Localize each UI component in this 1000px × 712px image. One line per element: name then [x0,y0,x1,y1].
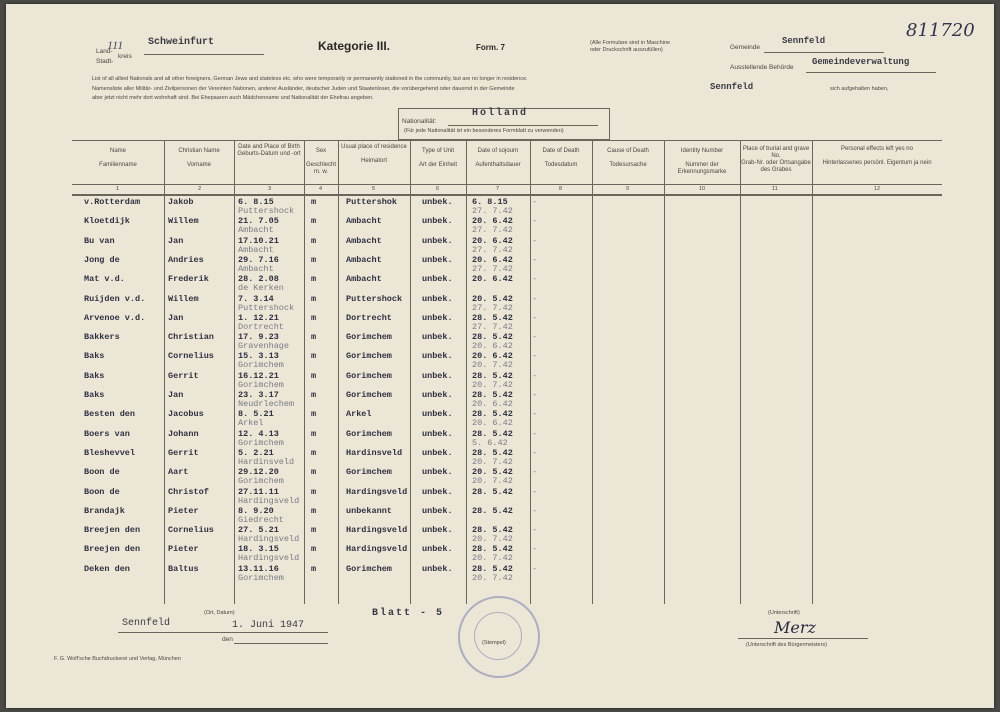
col-header-death-cause: Cause of Death Todesursache [607,148,649,168]
col-header-christian-name: Christian Name Vorname [178,148,220,168]
cell-name: Jong de [84,254,120,265]
col-header-name: Name Familienname [99,148,137,168]
kreis-label-land: Land- [96,48,113,55]
cell-birthplace: Gravenhage [238,341,290,352]
behoerde-label: Ausstellende Behörde [730,64,794,71]
cell-to: 27. 7.42 [472,321,513,332]
form-number: Form. 7 [476,43,505,52]
cell-home: Gorimchem [346,390,392,400]
cell-from: 6. 8.15 [472,197,508,207]
cell-sex: m [311,332,317,343]
cell-unit: unbek. [422,486,453,497]
ort-datum-label: (Ort, Datum) [204,610,235,616]
cell-to: 20. 7.42 [472,360,513,371]
cell-birthplace: Puttershock [238,206,295,216]
cell-first: Aart [168,467,189,478]
cell-first: Baltus [168,563,199,574]
cell-name: Bakkers [84,332,120,343]
cell-to: 27. 7.42 [472,263,513,274]
cell-sex: m [311,312,317,323]
cell-sex: m [311,293,317,304]
signature: Merz [774,618,816,637]
fill-note-2: oder Druckschrift auszufüllen) [590,47,663,53]
cell-birth: 29.12.20 [238,467,279,478]
cell-birth: 29. 7.16 [238,254,279,265]
cell-birthplace: Gorimchem [238,476,284,487]
cell-name: Mat v.d. [84,274,125,285]
cell-to: 27. 7.42 [472,225,513,236]
cell-to: 20. 6.42 [472,418,513,429]
dash-mark: - [532,370,538,381]
kreis-label: kreis [118,53,132,60]
cell-sex: m [311,505,317,516]
cell-first: Jacobus [168,409,204,420]
nationality-hint: (Für jede Nationalität ist ein besonderes Formblatt zu verwenden) [404,128,564,134]
cell-unit: unbek. [422,235,453,246]
cell-name: Arvenoe v.d. [84,312,146,323]
cell-birthplace: Puttershock [238,302,295,313]
cell-sex: m [311,563,317,574]
nationality-label: Nationalität: [402,118,437,125]
cell-from: 28. 5.42 [472,525,513,536]
cell-birthplace: Ambacht [238,244,274,255]
cell-to: 27. 7.42 [472,244,513,255]
cell-home: Hardingsveld [346,544,408,555]
cell-unit: unbek. [422,332,453,343]
col-header-sex: Sex Geschlecht m. w. [305,148,336,175]
cell-birth: 17.10.21 [238,235,279,246]
cell-first: Gerrit [168,370,199,381]
cell-from: 20. 6.42 [472,351,513,362]
cell-home: Ambacht [346,254,382,265]
cell-first: Cornelius [168,351,214,362]
cell-from: 20. 5.42 [472,293,513,304]
cell-first: Christof [168,486,209,497]
cell-from: 28. 5.42 [472,428,513,439]
cell-sex: m [311,254,317,265]
cell-name: Deken den [84,563,130,574]
dash-mark: - [532,390,538,400]
kreis-mark: 111 [107,38,124,52]
cell-birth: 15. 3.13 [238,351,279,362]
cell-home: Dortrecht [346,312,392,323]
cell-birthplace: de Kerken [238,283,284,294]
cell-birth: 6. 8.15 [238,197,274,207]
footer-place: Sennfeld [122,618,171,629]
blatt-number: Blatt - 5 [372,608,445,619]
col-num-10: 10 [699,186,706,192]
cell-unit: unbek. [422,274,453,285]
cell-birth: 8. 5.21 [238,409,274,420]
cell-home: Puttershock [346,293,403,304]
col-num-3: 3 [268,186,272,192]
cell-name: Breejen den [84,525,141,536]
col-num-11: 11 [772,186,778,192]
stamp-label: (Stempel) [482,640,506,646]
cell-from: 28. 5.42 [472,390,513,400]
dash-mark: - [532,293,538,304]
nationality-value: Holland [472,108,529,119]
cell-to: 20. 7.42 [472,476,513,487]
kategorie-title: Kategorie III. [318,39,391,53]
gemeinde-label: Gemeinde [730,44,760,51]
col-header-residence: Usual place of residence Heimatort [341,144,407,164]
cell-birthplace: Gorimchem [238,379,284,390]
cell-to: 20. 7.42 [472,379,513,390]
cell-home: Gorimchem [346,370,392,381]
cell-first: Christian [168,332,214,343]
cell-first: Cornelius [168,525,214,536]
cell-birth: 13.11.16 [238,563,279,574]
dash-mark: - [532,312,538,323]
cell-unit: unbek. [422,312,453,323]
cell-name: v.Rotterdam [84,197,141,207]
dash-mark: - [532,544,538,555]
cell-home: Gorimchem [346,563,392,574]
cell-first: Gerrit [168,447,199,458]
cell-birth: 16.12.21 [238,370,279,381]
cell-from: 28. 5.42 [472,447,513,458]
cell-name: Bu van [84,235,115,246]
cell-first: Jan [168,390,184,400]
cell-unit: unbek. [422,254,453,265]
dash-mark: - [532,525,538,536]
cell-home: unbekannt [346,505,392,516]
cell-birthplace: Dortrecht [238,321,284,332]
official-stamp [458,596,540,678]
cell-birth: 23. 3.17 [238,390,279,400]
printer-line: F. G. Wolf'sche Buchdruckerei und Verlag, München [54,656,181,662]
cell-birth: 27. 5.21 [238,525,279,536]
col-num-12: 12 [874,186,881,192]
cell-unit: unbek. [422,390,453,400]
cell-to: 27. 7.42 [472,302,513,313]
cell-birth: 12. 4.13 [238,428,279,439]
cell-home: Ambacht [346,274,382,285]
instructions-de-2: aber jetzt nicht mehr dort wohnhaft sind. Bei Ehepaaren auch Mädchenname und Nationalität der Ehefrau angeben. [92,95,374,101]
cell-to: 20. 7.42 [472,572,513,583]
dash-mark: - [532,332,538,343]
dash-mark: - [532,216,538,227]
cell-home: Gorimchem [346,428,392,439]
cell-sex: m [311,467,317,478]
cell-birthplace: Arkel [238,418,264,429]
cell-to: 20. 7.42 [472,553,513,564]
col-num-8: 8 [559,186,563,192]
instructions-place: Sennfeld [710,82,754,92]
cell-first: Frederik [168,274,209,285]
col-header-death-date: Date of Death Todesdatum [542,148,580,168]
cell-unit: unbek. [422,216,453,227]
cell-unit: unbek. [422,370,453,381]
dash-mark: - [532,428,538,439]
col-header-birth: Date and Place of Birth Geburts-Datum und -ort [237,144,301,157]
cell-unit: unbek. [422,428,453,439]
cell-sex: m [311,274,317,285]
dash-mark: - [532,351,538,362]
cell-birth: 7. 3.14 [238,293,274,304]
cell-sex: m [311,351,317,362]
cell-birthplace: Giedrecht [238,514,284,525]
cell-home: Hardinsveld [346,447,403,458]
cell-to: 27. 7.42 [472,206,513,216]
col-num-2: 2 [198,186,202,192]
table-row [6,564,994,586]
cell-first: Jan [168,235,184,246]
col-num-4: 4 [319,186,323,192]
cell-to: 5. 6.42 [472,437,508,448]
col-num-5: 5 [372,186,376,192]
cell-birthplace: Hardingsveld [238,553,300,564]
cell-home: Gorimchem [346,332,392,343]
cell-home: Puttershok [346,197,398,207]
cell-birthplace: Gorimchem [238,437,284,448]
cell-sex: m [311,486,317,497]
cell-sex: m [311,525,317,536]
cell-from: 20. 6.42 [472,235,513,246]
cell-name: Brandajk [84,505,125,516]
cell-name: Boers van [84,428,130,439]
cell-from: 20. 6.42 [472,254,513,265]
signature-label: (Unterschrift des Bürgermeisters) [746,642,827,648]
col-num-9: 9 [626,186,630,192]
cell-unit: unbek. [422,505,453,516]
cell-birth: 18. 3.15 [238,544,279,555]
dash-mark: - [532,563,538,574]
cell-unit: unbek. [422,447,453,458]
dash-mark: - [532,447,538,458]
cell-from: 28. 5.42 [472,486,513,497]
cell-first: Jakob [168,197,194,207]
dash-mark: - [532,486,538,497]
cell-from: 20. 6.42 [472,216,513,227]
cell-birthplace: Ambacht [238,225,274,236]
cell-birth: 28. 2.08 [238,274,279,285]
dash-mark: - [532,467,538,478]
cell-birthplace: Hardingsveld [238,495,300,506]
cell-home: Gorimchem [346,467,392,478]
cell-birth: 5. 2.21 [238,447,274,458]
cell-from: 28. 5.42 [472,544,513,555]
dash-mark: - [532,409,538,420]
cell-unit: unbek. [422,293,453,304]
cell-birthplace: Hardingsveld [238,534,300,545]
cell-unit: unbek. [422,544,453,555]
cell-birth: 27.11.11 [238,486,279,497]
footer-date: 1. Juni 1947 [232,620,305,631]
cell-name: Ruijden v.d. [84,293,146,304]
cell-sex: m [311,390,317,400]
dash-mark: - [532,505,538,516]
dash-mark: - [532,197,538,207]
col-header-identity: Identity Number Nummer der Erkennungsmarke [677,148,727,175]
cell-birth: 1. 12.21 [238,312,279,323]
cell-sex: m [311,428,317,439]
cell-from: 28. 5.42 [472,505,513,516]
cell-unit: unbek. [422,525,453,536]
cell-first: Willem [168,293,199,304]
behoerde-value: Gemeindeverwaltung [812,57,910,67]
cell-to: 20. 6.42 [472,341,513,352]
signature-label-top: (Unterschrift) [768,610,800,616]
handwritten-number: 811720 [906,20,975,41]
cell-name: Boon de [84,467,120,478]
cell-from: 28. 5.42 [472,332,513,343]
cell-home: Hardingsveld [346,486,408,497]
cell-sex: m [311,235,317,246]
cell-first: Pieter [168,505,199,516]
cell-first: Willem [168,216,199,227]
cell-to: 20. 6.42 [472,399,513,409]
cell-sex: m [311,544,317,555]
cell-to: 20. 7.42 [472,456,513,467]
instructions-de-1-end: sich aufgehalten haben, [830,86,889,92]
cell-to: 20. 7.42 [472,534,513,545]
cell-name: Breejen den [84,544,141,555]
dash-mark: - [532,254,538,265]
cell-from: 28. 5.42 [472,370,513,381]
cell-name: Baks [84,370,105,381]
col-num-1: 1 [116,186,120,192]
cell-birthplace: Hardinsveld [238,456,295,467]
kreis-value: Schweinfurt [148,37,215,48]
cell-from: 20. 5.42 [472,467,513,478]
cell-birth: 8. 9.20 [238,505,274,516]
gemeinde-value: Sennfeld [782,36,826,46]
col-header-burial: Place of burial and grave No. Grab-Nr. oder Ortsangabe des Grabes [741,146,811,173]
cell-home: Hardingsveld [346,525,408,536]
cell-home: Arkel [346,409,372,420]
cell-sex: m [311,370,317,381]
cell-sex: m [311,216,317,227]
cell-name: Kloetdijk [84,216,130,227]
cell-from: 28. 5.42 [472,409,513,420]
cell-birthplace: Neudrlechem [238,399,295,409]
cell-unit: unbek. [422,563,453,574]
cell-unit: unbek. [422,409,453,420]
col-num-7: 7 [496,186,500,192]
cell-from: 20. 6.42 [472,274,513,285]
document-page [6,4,994,708]
cell-from: 28. 5.42 [472,563,513,574]
cell-unit: unbek. [422,467,453,478]
cell-unit: unbek. [422,351,453,362]
col-header-unit: Type of Unit Art der Einheit [418,148,458,168]
cell-name: Boon de [84,486,120,497]
cell-name: Baks [84,390,105,400]
col-header-sojourn: Date of sojourn Aufenthaltsdauer [475,148,521,168]
cell-birthplace: Gorimchem [238,360,284,371]
cell-name: Besten den [84,409,136,420]
dash-mark: - [532,235,538,246]
col-num-6: 6 [436,186,440,192]
instructions-en: List of all allied Nationals and all other foreigners, German Jews and stateless etc. who were temporarily or permanently stationed in the community, but are no longer in residence. [92,76,528,82]
cell-name: Baks [84,351,105,362]
cell-home: Ambacht [346,235,382,246]
cell-first: Jan [168,312,184,323]
dash-mark: - [532,274,538,285]
cell-sex: m [311,197,317,207]
cell-birthplace: Ambacht [238,263,274,274]
cell-home: Ambacht [346,216,382,227]
cell-first: Johann [168,428,199,439]
cell-name: Bleshevvel [84,447,136,458]
cell-birth: 21. 7.05 [238,216,279,227]
cell-sex: m [311,447,317,458]
cell-birth: 17. 9.23 [238,332,279,343]
cell-birthplace: Gorimchem [238,572,284,583]
cell-first: Pieter [168,544,199,555]
kreis-label-stadt: Stadt- [96,58,114,65]
col-header-effects: Personal effects left yes no Hinterlassenes persönl. Eigentum ja nein [822,146,932,166]
cell-sex: m [311,409,317,420]
cell-unit: unbek. [422,197,453,207]
fill-note-1: (Alle Formulare sind in Maschine [590,40,671,46]
den-label: den [222,636,233,643]
cell-home: Gorimchem [346,351,392,362]
cell-from: 28. 5.42 [472,312,513,323]
cell-first: Andries [168,254,204,265]
instructions-de-1: Namensliste aller Militär- und Zivilpersonen der Vereinten Nationen, anderer Ausländer, deutscher Juden und Staatenloser, die vorübergehend oder dauernd in der Gemeinde [92,86,515,92]
